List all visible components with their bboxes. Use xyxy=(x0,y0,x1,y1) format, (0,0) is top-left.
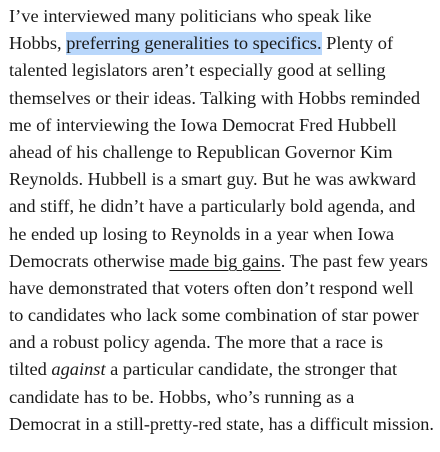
text-line: candidate has to be. Hobbs, who’s running as a xyxy=(9,386,355,407)
article-paragraph xyxy=(9,3,435,438)
emphasized-text: against xyxy=(51,359,106,380)
text-segment: Hobbs, xyxy=(9,33,67,54)
text-line: and a robust policy agenda. The more that a race is xyxy=(9,332,383,353)
text-line: talented legislators aren’t especially good at selling xyxy=(9,60,386,81)
text-line: me of interviewing the Iowa Democrat Fred Hubbell xyxy=(9,114,397,135)
text-line: ahead of his challenge to Republican Governor Kim xyxy=(9,141,393,162)
text-line xyxy=(9,248,435,275)
text-line: and stiff, he didn’t have a particularly bold agenda, and xyxy=(9,196,416,217)
text-segment: Plenty of xyxy=(321,33,394,54)
text-line xyxy=(9,356,435,383)
text-line: I’ve interviewed many politicians who speak like xyxy=(9,6,372,26)
text-line: have demonstrated that voters often don’t respond well xyxy=(9,277,414,298)
text-segment: a particular candidate, the stronger that xyxy=(105,359,398,380)
text-line xyxy=(9,30,435,57)
text-line: Reynolds. Hubbell is a smart guy. But he was awkward xyxy=(9,169,416,190)
text-segment: . The past few years xyxy=(280,250,428,271)
made-big-gains-link[interactable]: made big gains xyxy=(169,250,281,271)
text-line: to candidates who lack some combination of star power xyxy=(9,305,419,326)
highlighted-text[interactable]: preferring generalities to specifics. xyxy=(66,33,322,54)
text-segment: tilted xyxy=(9,359,52,380)
text-line: he ended up losing to Reynolds in a year when Iowa xyxy=(9,223,395,244)
text-segment: Democrats otherwise xyxy=(9,250,170,271)
text-line: Democrat in a still-pretty-red state, has a difficult mission. xyxy=(9,413,434,434)
text-line: themselves or their ideas. Talking with Hobbs reminded xyxy=(9,87,421,108)
